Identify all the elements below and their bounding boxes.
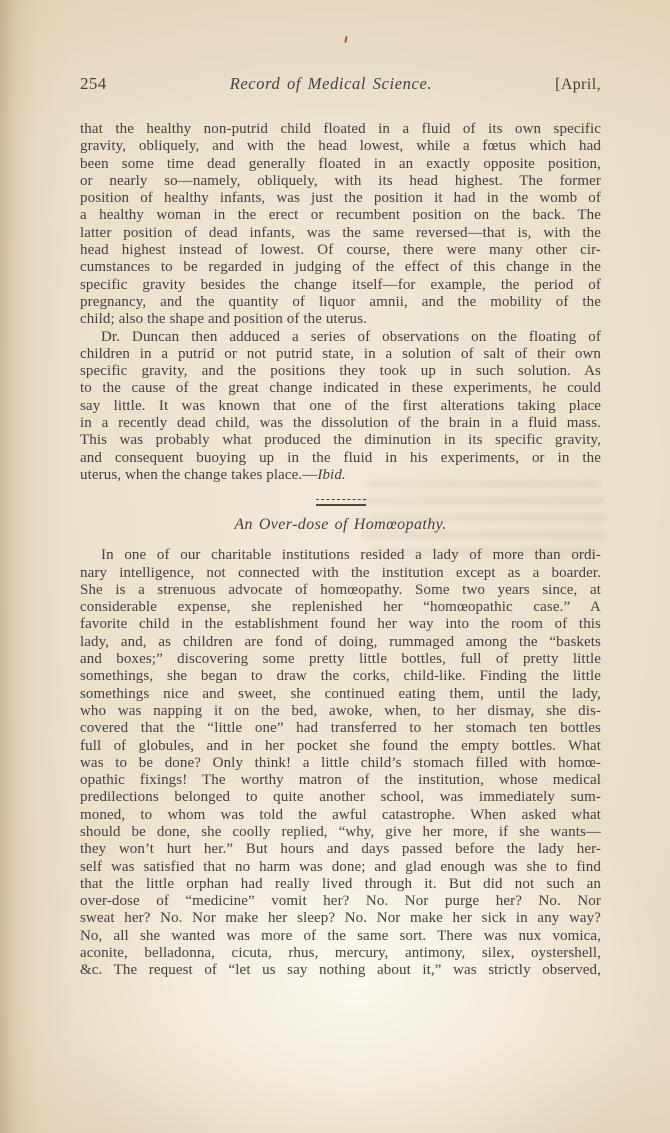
running-title: Record of Medical Science. xyxy=(229,74,433,93)
text-line: who was napping it on the bed, awoke, when, to her dismay, she dis- xyxy=(80,702,601,719)
section-divider-rule xyxy=(316,499,366,506)
text-line: covered that the “little one” had transferred to her stomach ten bottles xyxy=(80,720,601,737)
text-line: in a recently dead child, was the dissolution of the brain in a fluid mass. xyxy=(80,415,601,432)
text-line: that the little orphan had really lived through it. But did not such an xyxy=(80,875,601,892)
text-line: This was probably what produced the diminution in its specific gravity, xyxy=(80,432,601,449)
text-line: She is a strenuous advocate of homœopathy. Some two years since, at xyxy=(80,581,601,598)
text-line: cumstances to be regarded in judging of the effect of this change in the xyxy=(80,259,601,276)
text-line: nary intelligence, not connected with the institution except as a boarder. xyxy=(80,564,601,581)
text-line: uterus, when the change takes place.—Ibid. xyxy=(80,466,346,483)
text-line: sweat her? No. Nor make her sleep? No. Nor make her sick in any way? xyxy=(80,910,601,927)
text-line: gravity, obliquely, and with the head lowest, while a fœtus which had xyxy=(80,138,601,155)
page-number: 254 xyxy=(80,74,107,93)
paragraph xyxy=(80,329,601,485)
page-content xyxy=(80,0,601,980)
article-floating-of-children xyxy=(80,121,601,484)
text-line: In one of our charitable institutions resided a lady of more than ordi- xyxy=(101,547,601,564)
text-line: say little. It was known that one of the first alterations taking place xyxy=(80,397,601,414)
text-line: or nearly so—namely, obliquely, with its head highest. The former xyxy=(80,172,601,189)
text-line: aconite, belladonna, cicuta, rhus, mercury, antimony, silex, oystershell, xyxy=(80,945,601,962)
text-line: child; also the shape and position of the uterus. xyxy=(80,311,367,328)
page-body xyxy=(80,121,601,980)
text-line: pregnancy, and the quantity of liquor amnii, and the mobility of the xyxy=(80,293,601,310)
text-line: somethings nice and sweet, she continued eating them, until the lady, xyxy=(80,685,601,702)
text-line: and boxes;” discovering some pretty little bottles, full of pretty little xyxy=(80,651,601,668)
article-overdose-of-homoeopathy xyxy=(80,547,601,979)
text-line: that the healthy non-putrid child floated in a fluid of its own specific xyxy=(80,121,601,137)
page-header xyxy=(80,74,601,94)
text-line: should be done, she coolly replied, “why, give her more, if she wants— xyxy=(80,823,601,840)
paragraph xyxy=(80,547,601,979)
text-line: specific gravity, and the positions they took up in such solution. As xyxy=(80,363,601,380)
text-line: head highest instead of lowest. Of course, there were many other cir- xyxy=(80,242,601,259)
text-line: been some time dead generally floated in an exactly opposite position, xyxy=(80,155,601,172)
text-line: full of globules, and in her pocket she found the empty bottles. What xyxy=(80,737,601,754)
text-line: favorite child in the establishment found her way into the room of this xyxy=(80,616,601,633)
text-line: No, all she wanted was more of the same sort. There was nux vomica, xyxy=(80,927,601,944)
text-line: a healthy woman in the erect or recumbent position on the back. The xyxy=(80,207,601,224)
article-heading: An Over-dose of Homœopathy. xyxy=(234,516,447,534)
text-line: children in a putrid or not putrid state, in a solution of salt of their own xyxy=(80,345,601,362)
text-line: over-dose of “medicine” vomit her? No. Nor purge her? No. Nor xyxy=(80,893,601,910)
paragraph xyxy=(80,121,601,329)
text-line: was to be done? Only think! a little child’s stomach filled with homœ- xyxy=(80,754,601,771)
text-line: considerable expense, she replenished her “homœopathic case.” A xyxy=(80,599,601,616)
text-line: Dr. Duncan then adduced a series of observations on the floating of xyxy=(101,328,601,345)
text-line: specific gravity besides the change itself—for example, the period of xyxy=(80,276,601,293)
issue-date: [April, xyxy=(555,76,601,93)
text-line: self was satisfied that no harm was done; and glad enough was she to find xyxy=(80,858,601,875)
text-line: latter position of dead infants, was the same reversed—that is, with the xyxy=(80,224,601,241)
text-line: opathic fixings! The worthy matron of the institution, whose medical xyxy=(80,772,601,789)
text-line: &c. The request of “let us say nothing about it,” was strictly observed, xyxy=(80,962,601,979)
text-line: to the cause of the great change indicated in these experiments, he could xyxy=(80,380,601,397)
text-line: lady, and, as children are fond of doing, rummaged among the “baskets xyxy=(80,633,601,650)
text-line: predilections belonged to quite another school, was immediately sum- xyxy=(80,789,601,806)
text-line: and consequent buoying up in the fluid in his experiments, or in the xyxy=(80,449,601,466)
text-line: they won’t hurt her.” But hours and days passed before the lady her- xyxy=(80,841,601,858)
text-line: position of healthy infants, was just the position it had in the womb of xyxy=(80,190,601,207)
text-line: moned, to whom was told the awful catastrophe. When asked what xyxy=(80,806,601,823)
text-line: somethings, she began to draw the corks, child-like. Finding the little xyxy=(80,668,601,685)
